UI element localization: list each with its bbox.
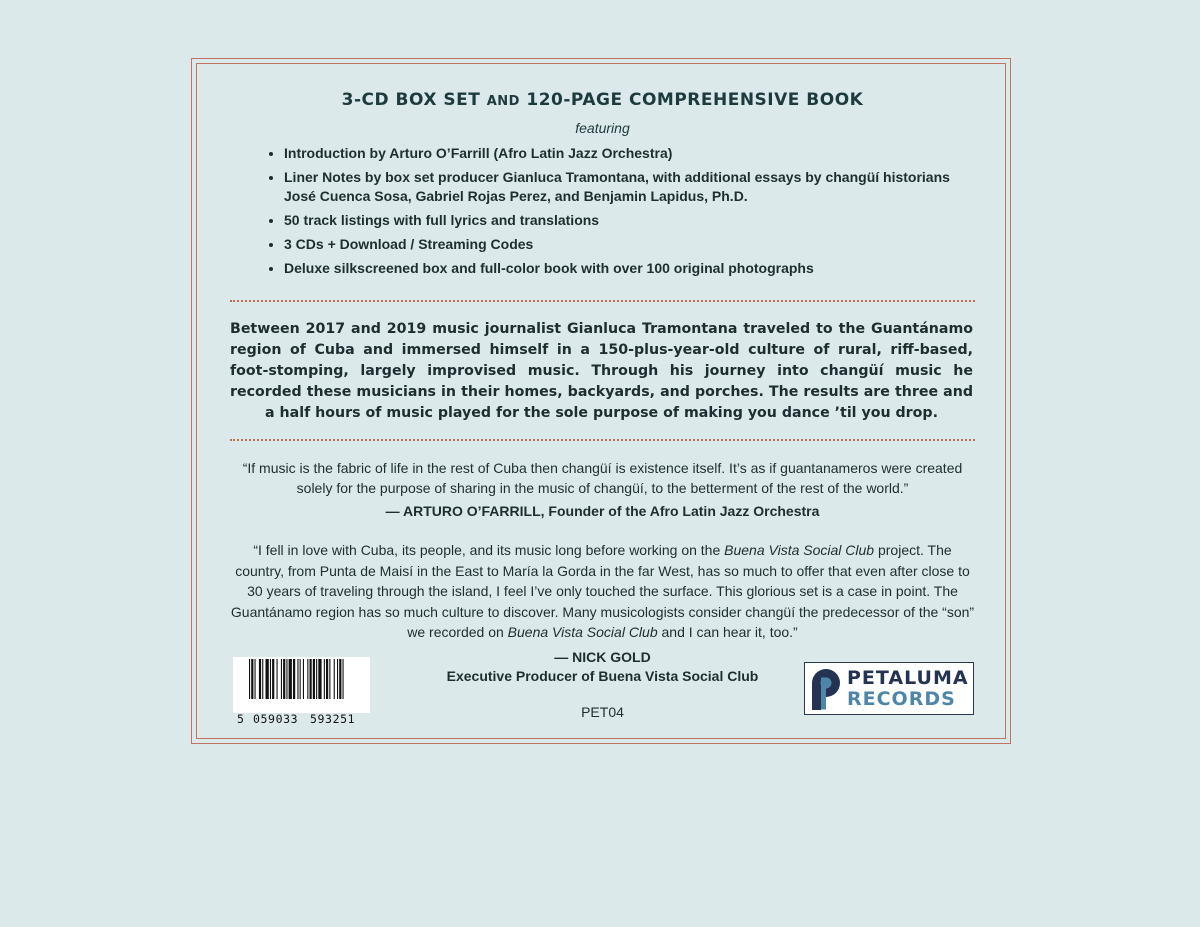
featuring-label: featuring xyxy=(575,120,630,136)
feature-list xyxy=(268,144,984,283)
feature-item: • Liner Notes by box set producer Gianluca Tramontana, with additional essays by changüí historians José Cuenca Sosa, Gabriel Rojas Perez, and Benjamin Lapidus, Ph.D. xyxy=(284,168,984,206)
feature-item: • 50 track listings with full lyrics and translations xyxy=(284,211,984,230)
quote-ofarrill: “If music is the fabric of life in the rest of Cuba then changüí is existence itself. It’s as if guantanameros were created solely for the purpose of sharing in the music of changüí, to the betterment of the rest of the world.” xyxy=(242,460,963,496)
dotted-divider xyxy=(230,439,975,441)
story-paragraph: Between 2017 and 2019 music journalist Gianluca Tramontana traveled to the Guantánamo region of Cuba and immersed himself in a 150-plus-year-old culture of rural, riff-based, foot-stomping, largely improvised music. Through his journey into changüí music he recorded these musicians in their homes, backyards, and porches. The results are three and a half hours of music played for the sole purpose of making you dance ’til you drop. xyxy=(230,321,973,421)
feature-item: • Deluxe silkscreened box and full-color book with over 100 original photographs xyxy=(284,259,984,278)
quote-ofarrill-attribution: — ARTURO O’FARRILL, Founder of the Afro Latin Jazz Orchestra xyxy=(385,503,820,519)
barcode: 5 059033 593251 xyxy=(233,657,370,713)
headline-part1: 3-CD BOX SET xyxy=(341,90,487,110)
catalog-number: PET04 xyxy=(581,704,624,720)
barcode-bars xyxy=(233,657,370,699)
logo-line2: RECORDS xyxy=(847,688,956,710)
feature-item: • Introduction by Arturo O’Farrill (Afro Latin Jazz Orchestra) xyxy=(284,144,984,163)
headline-part2: AND xyxy=(486,94,520,109)
headline xyxy=(230,90,975,110)
feature-item: • 3 CDs + Download / Streaming Codes xyxy=(284,235,984,254)
quote-gold-attribution: — NICK GOLD Executive Producer of Buena Vista Social Club xyxy=(446,649,759,684)
quote-gold: “I fell in love with Cuba, its people, and its music long before working on the Buena Vista Social Club project. The country, from Punta de Maisí in the East to María la Gorda in the far West, has so much to offer that even after close to 30 years of traveling through the island, I feel I’ve only touched the surface. This glorious set is a case in point. The Guantánamo region has so much culture to discover. Many musicologists consider changüí the predecessor of the “son” we recorded on Buena Vista Social Club and I can hear it, too.” xyxy=(230,542,975,640)
logo-line1: PETALUMA xyxy=(847,667,969,689)
dotted-divider xyxy=(230,300,975,302)
p-logo-icon xyxy=(809,668,843,710)
petaluma-records-logo xyxy=(804,662,974,715)
headline-part3: 120-PAGE COMPREHENSIVE BOOK xyxy=(519,90,864,110)
